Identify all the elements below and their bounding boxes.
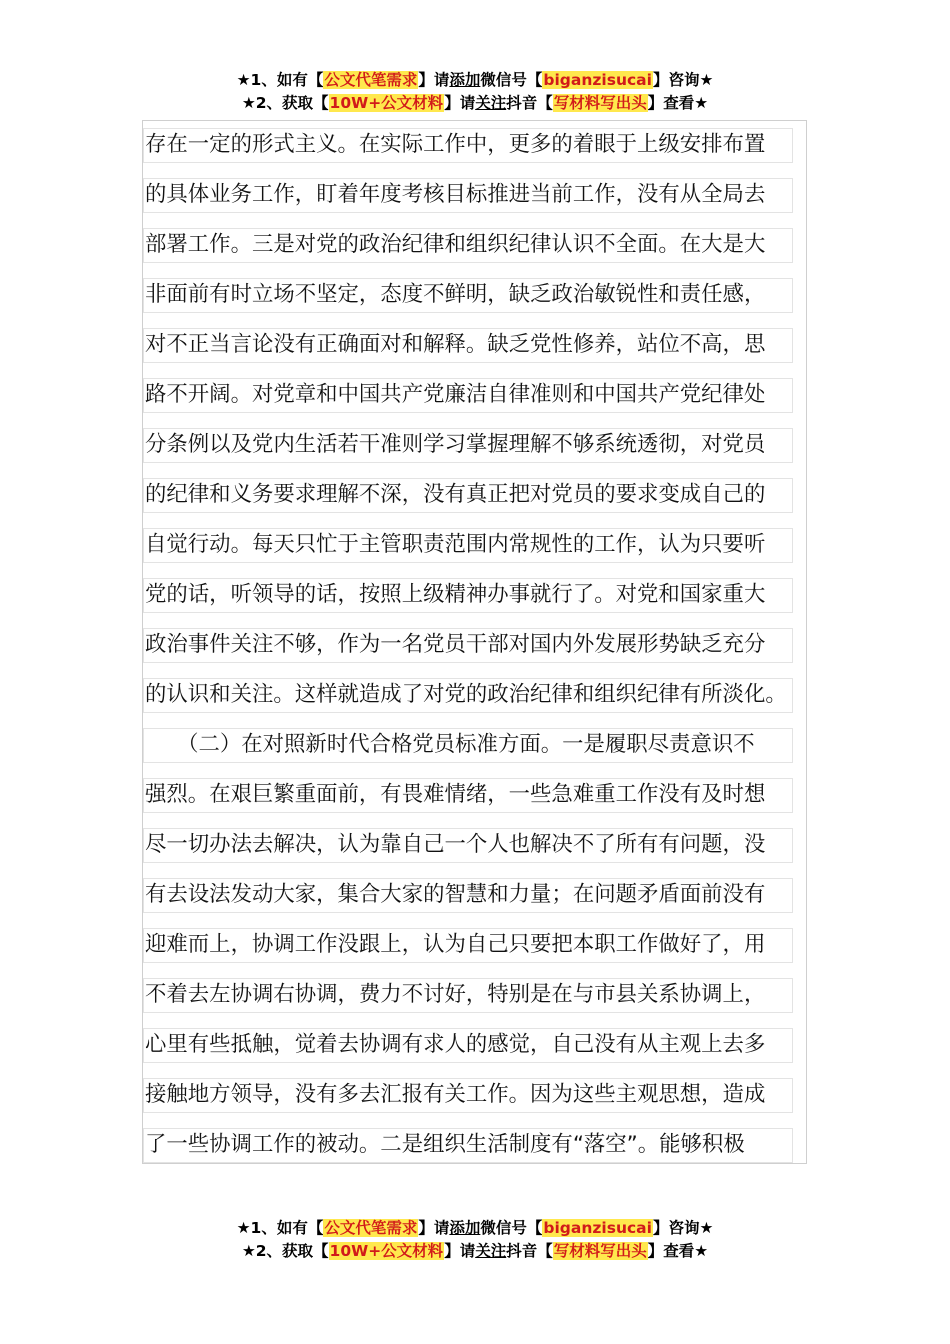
- footer-line-2-segment: 写材料写出头: [553, 1242, 647, 1260]
- header-line-2-segment: 关注: [475, 94, 507, 112]
- footer-line-2: [0, 1240, 950, 1263]
- body-text-line: 的纪律和义务要求理解不深，没有真正把对党员的要求变成自己的: [145, 482, 766, 507]
- header-line-1-segment: 添加: [449, 71, 481, 89]
- body-text-line: 有去设法发动大家，集合大家的智慧和力量；在问题矛盾面前没有: [145, 882, 766, 907]
- body-text-line: 党的话，听领导的话，按照上级精神办事就行了。对党和国家重大: [145, 582, 766, 607]
- footer-banner: [0, 1217, 950, 1263]
- footer-line-2-segment: 关注: [475, 1242, 507, 1260]
- body-text-line: 的具体业务工作，盯着年度考核目标推进当前工作，没有从全局去: [145, 182, 766, 207]
- body-text-line: 尽一切办法去解决，认为靠自己一个人也解决不了所有有问题，没: [145, 832, 766, 857]
- footer-line-1: [0, 1217, 950, 1240]
- footer-line-1-segment: 添加: [449, 1219, 481, 1237]
- header-line-2-segment: 10W+公文材料: [329, 94, 444, 112]
- header-line-1-segment: 公文代笔需求: [324, 71, 418, 89]
- header-banner: [0, 69, 950, 115]
- header-line-2-segment: 写材料写出头: [553, 94, 647, 112]
- body-text-line: 分条例以及党内生活若干准则学习掌握理解不够系统透彻，对党员: [145, 432, 766, 457]
- body-text-line: 自觉行动。每天只忙于主管职责范围内常规性的工作，认为只要听: [145, 532, 766, 557]
- body-text-line: 接触地方领导，没有多去汇报有关工作。因为这些主观思想，造成: [145, 1082, 766, 1107]
- footer-line-2-segment: 】请: [444, 1242, 476, 1260]
- footer-line-2-segment: ★2、获取【: [241, 1242, 329, 1260]
- body-text-line: （二）在对照新时代合格党员标准方面。一是履职尽责意识不: [145, 732, 755, 757]
- header-line-2-segment: 】请: [444, 94, 476, 112]
- body-text-line: 政治事件关注不够，作为一名党员干部对国内外发展形势缺乏充分: [145, 632, 766, 657]
- body-text-line: 了一些协调工作的被动。二是组织生活制度有“落空”。能够积极: [145, 1132, 745, 1157]
- body-text-line: 迎难而上，协调工作没跟上，认为自己只要把本职工作做好了，用: [145, 932, 766, 957]
- footer-line-1-segment: biganzisucai: [543, 1219, 652, 1237]
- header-line-2-segment: 】查看★: [647, 94, 709, 112]
- body-text-line: 强烈。在艰巨繁重面前，有畏难情绪，一些急难重工作没有及时想: [145, 782, 766, 807]
- header-line-1-segment: 微信号【: [480, 71, 543, 89]
- body-text-line: 心里有些抵触，觉着去协调有求人的感觉，自己没有从主观上去多: [145, 1032, 766, 1057]
- header-line-1-segment: 】咨询★: [652, 71, 714, 89]
- header-line-1: [0, 69, 950, 92]
- header-line-1-segment: biganzisucai: [543, 71, 652, 89]
- header-line-1-segment: ★1、如有【: [236, 71, 324, 89]
- body-text-line: 部署工作。三是对党的政治纪律和组织纪律认识不全面。在大是大: [145, 232, 766, 257]
- footer-line-1-segment: 】咨询★: [652, 1219, 714, 1237]
- body-text-line: 非面前有时立场不坚定，态度不鲜明，缺乏政治敏锐性和责任感，: [145, 282, 766, 307]
- footer-line-2-segment: 抖音【: [506, 1242, 553, 1260]
- footer-line-1-segment: 微信号【: [480, 1219, 543, 1237]
- footer-line-1-segment: 公文代笔需求: [324, 1219, 418, 1237]
- footer-line-2-segment: 10W+公文材料: [329, 1242, 444, 1260]
- header-line-1-segment: 】请: [418, 71, 450, 89]
- body-text-line: 路不开阔。对党章和中国共产党廉洁自律准则和中国共产党纪律处: [145, 382, 766, 407]
- body-text-line: 不着去左协调右协调，费力不讨好，特别是在与市县关系协调上，: [145, 982, 766, 1007]
- body-text-line: 存在一定的形式主义。在实际工作中，更多的着眼于上级安排布置: [145, 132, 766, 157]
- header-line-2: [0, 92, 950, 115]
- header-line-2-segment: 抖音【: [506, 94, 553, 112]
- header-line-2-segment: ★2、获取【: [241, 94, 329, 112]
- body-text-line: 对不正当言论没有正确面对和解释。缺乏党性修养，站位不高，思: [145, 332, 766, 357]
- footer-line-1-segment: 】请: [418, 1219, 450, 1237]
- footer-line-1-segment: ★1、如有【: [236, 1219, 324, 1237]
- body-text-line: 的认识和关注。这样就造成了对党的政治纪律和组织纪律有所淡化。: [145, 682, 787, 707]
- footer-line-2-segment: 】查看★: [647, 1242, 709, 1260]
